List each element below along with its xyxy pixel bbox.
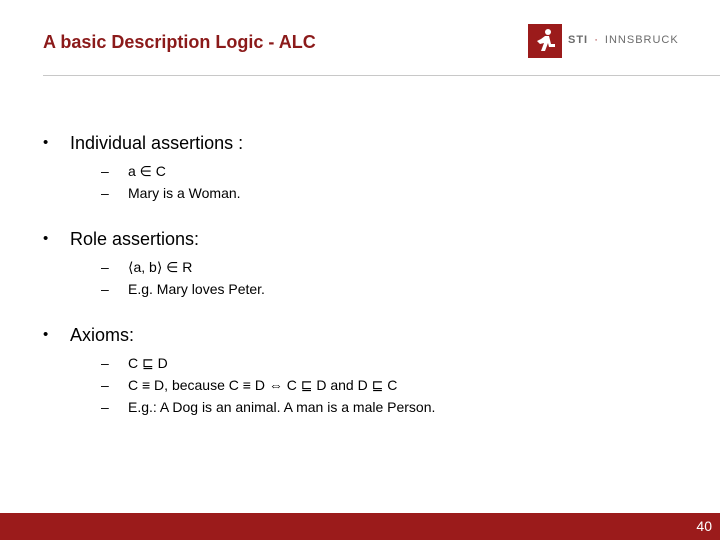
header-divider	[43, 75, 720, 76]
bullet-item	[43, 226, 683, 252]
dash-icon: –	[101, 377, 109, 393]
bullet-dot-icon: •	[43, 230, 49, 247]
page-number: 40	[696, 518, 712, 534]
sub-item-text: a ∈ C	[128, 163, 166, 179]
bullet-dot-icon: •	[43, 134, 49, 151]
dash-icon: –	[101, 259, 109, 275]
dash-icon: –	[101, 185, 109, 201]
sub-item	[101, 256, 683, 278]
logo-text-place: INNSBRUCK	[604, 34, 679, 46]
sti-person-icon	[528, 24, 562, 58]
sub-item	[101, 182, 683, 204]
logo-text-separator: ·	[594, 34, 599, 46]
sub-item	[101, 396, 683, 418]
bullet-item	[43, 322, 683, 348]
bullet-item	[43, 130, 683, 156]
sub-item	[101, 278, 683, 300]
sub-item-text: C ⊑ D	[128, 355, 168, 371]
logo-text-sti: STI	[568, 34, 589, 46]
sub-item-text: C ≡ D, because C ≡ D ⇔ C ⊑ D and D ⊑ C	[128, 377, 398, 393]
logo-text	[568, 34, 679, 46]
sub-list	[101, 256, 683, 300]
bullet-text: Role assertions:	[70, 229, 200, 249]
footer-bar	[0, 513, 720, 540]
sub-item	[101, 160, 683, 182]
dash-icon: –	[101, 281, 109, 297]
dash-icon: –	[101, 163, 109, 179]
dash-icon: –	[101, 355, 109, 371]
slide-content	[43, 130, 683, 440]
sub-item-text: ⟨a, b⟩ ∈ R	[128, 259, 193, 275]
section-individual-assertions	[43, 130, 683, 204]
sub-item	[101, 352, 683, 374]
sub-list	[101, 352, 683, 418]
sub-item	[101, 374, 683, 396]
sub-list	[101, 160, 683, 204]
section-role-assertions	[43, 226, 683, 300]
section-axioms	[43, 322, 683, 418]
slide-title: A basic Description Logic - ALC	[43, 32, 316, 52]
bullet-text: Axioms:	[70, 325, 135, 345]
sub-item-text: E.g. Mary loves Peter.	[128, 281, 265, 297]
sub-item-text: Mary is a Woman.	[128, 185, 241, 201]
sub-item-text: E.g.: A Dog is an animal. A man is a male Person.	[128, 399, 436, 415]
bullet-text: Individual assertions :	[70, 133, 244, 153]
dash-icon: –	[101, 399, 109, 415]
bullet-dot-icon: •	[43, 326, 49, 343]
